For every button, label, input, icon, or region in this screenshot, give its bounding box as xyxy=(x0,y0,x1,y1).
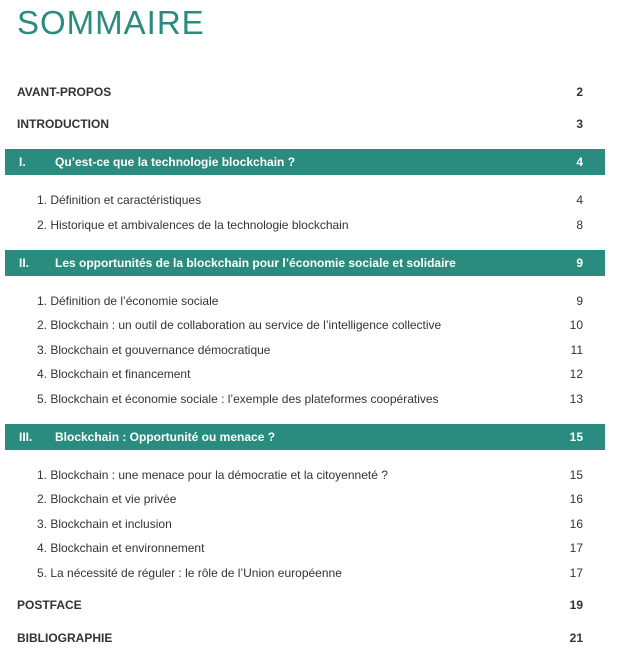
toc-item[interactable] xyxy=(37,193,605,207)
toc-item-page: 8 xyxy=(576,218,583,232)
toc-item[interactable] xyxy=(37,367,605,381)
toc-item-label: 1. Définition et caractéristiques xyxy=(37,193,202,207)
toc-item[interactable] xyxy=(37,517,605,531)
toc-item[interactable] xyxy=(37,392,605,406)
toc-item-label: 3. Blockchain et gouvernance démocratique xyxy=(37,343,271,357)
toc-item-label: 5. Blockchain et économie sociale : l’exemple des plateformes coopératives xyxy=(37,392,439,406)
toc-item-page: 4 xyxy=(576,193,583,207)
toc-entry-label: POSTFACE xyxy=(17,598,82,612)
toc-item-label: 2. Blockchain et vie privée xyxy=(37,492,177,506)
section-number: I. xyxy=(19,155,26,169)
section-number: II. xyxy=(19,256,30,270)
section-label: Qu’est-ce que la technologie blockchain ? xyxy=(55,155,296,169)
toc-item[interactable] xyxy=(37,218,605,232)
toc-entry-label: AVANT-PROPOS xyxy=(17,85,112,99)
toc-item-page: 16 xyxy=(569,517,583,531)
toc-section-1[interactable] xyxy=(5,149,605,175)
toc-section-2[interactable] xyxy=(5,250,605,276)
section-number: III. xyxy=(19,430,33,444)
toc-item[interactable] xyxy=(37,492,605,506)
toc-item[interactable] xyxy=(37,294,605,308)
toc-item-label: 1. Définition de l’économie sociale xyxy=(37,294,219,308)
section-page: 15 xyxy=(569,430,583,444)
toc-entry-page: 2 xyxy=(576,85,583,99)
toc-item-label: 5. La nécessité de réguler : le rôle de l’Union européenne xyxy=(37,566,342,580)
toc-item-label: 1. Blockchain : une menace pour la démocratie et la citoyenneté ? xyxy=(37,468,388,482)
section-page: 9 xyxy=(576,256,583,270)
toc-item-page: 15 xyxy=(569,468,583,482)
section-label: Les opportunités de la blockchain pour l’économie sociale et solidaire xyxy=(55,256,456,270)
toc-entry-avant-propos[interactable] xyxy=(17,85,605,99)
toc-entry-label: BIBLIOGRAPHIE xyxy=(17,631,113,645)
toc-entry-postface[interactable] xyxy=(17,598,605,612)
toc-entry-page: 3 xyxy=(576,117,583,131)
section-label: Blockchain : Opportunité ou menace ? xyxy=(55,430,276,444)
toc-item-label: 2. Historique et ambivalences de la technologie blockchain xyxy=(37,218,349,232)
toc-item-label: 4. Blockchain et financement xyxy=(37,367,191,381)
toc-item[interactable] xyxy=(37,566,605,580)
toc-item-page: 16 xyxy=(569,492,583,506)
toc-item[interactable] xyxy=(37,343,605,357)
toc-entry-bibliographie[interactable] xyxy=(17,631,605,645)
toc-item-page: 10 xyxy=(569,318,583,332)
toc-item-page: 17 xyxy=(569,541,583,555)
toc-entry-page: 21 xyxy=(569,631,583,645)
toc-item-label: 3. Blockchain et inclusion xyxy=(37,517,172,531)
toc-entry-page: 19 xyxy=(569,598,583,612)
toc-entry-introduction[interactable] xyxy=(17,117,605,131)
toc-item-page: 13 xyxy=(569,392,583,406)
toc-item[interactable] xyxy=(37,541,605,555)
toc-item[interactable] xyxy=(37,318,605,332)
toc-entry-label: INTRODUCTION xyxy=(17,117,109,131)
toc-item-page: 9 xyxy=(576,294,583,308)
toc-item-label: 2. Blockchain : un outil de collaboration au service de l’intelligence collective xyxy=(37,318,442,332)
toc-item-page: 12 xyxy=(569,367,583,381)
toc-item[interactable] xyxy=(37,468,605,482)
toc-item-page: 11 xyxy=(570,343,583,357)
section-page: 4 xyxy=(576,155,583,169)
toc-item-label: 4. Blockchain et environnement xyxy=(37,541,205,555)
page-title: SOMMAIRE xyxy=(17,4,205,41)
toc-item-page: 17 xyxy=(569,566,583,580)
toc-section-3[interactable] xyxy=(5,424,605,450)
